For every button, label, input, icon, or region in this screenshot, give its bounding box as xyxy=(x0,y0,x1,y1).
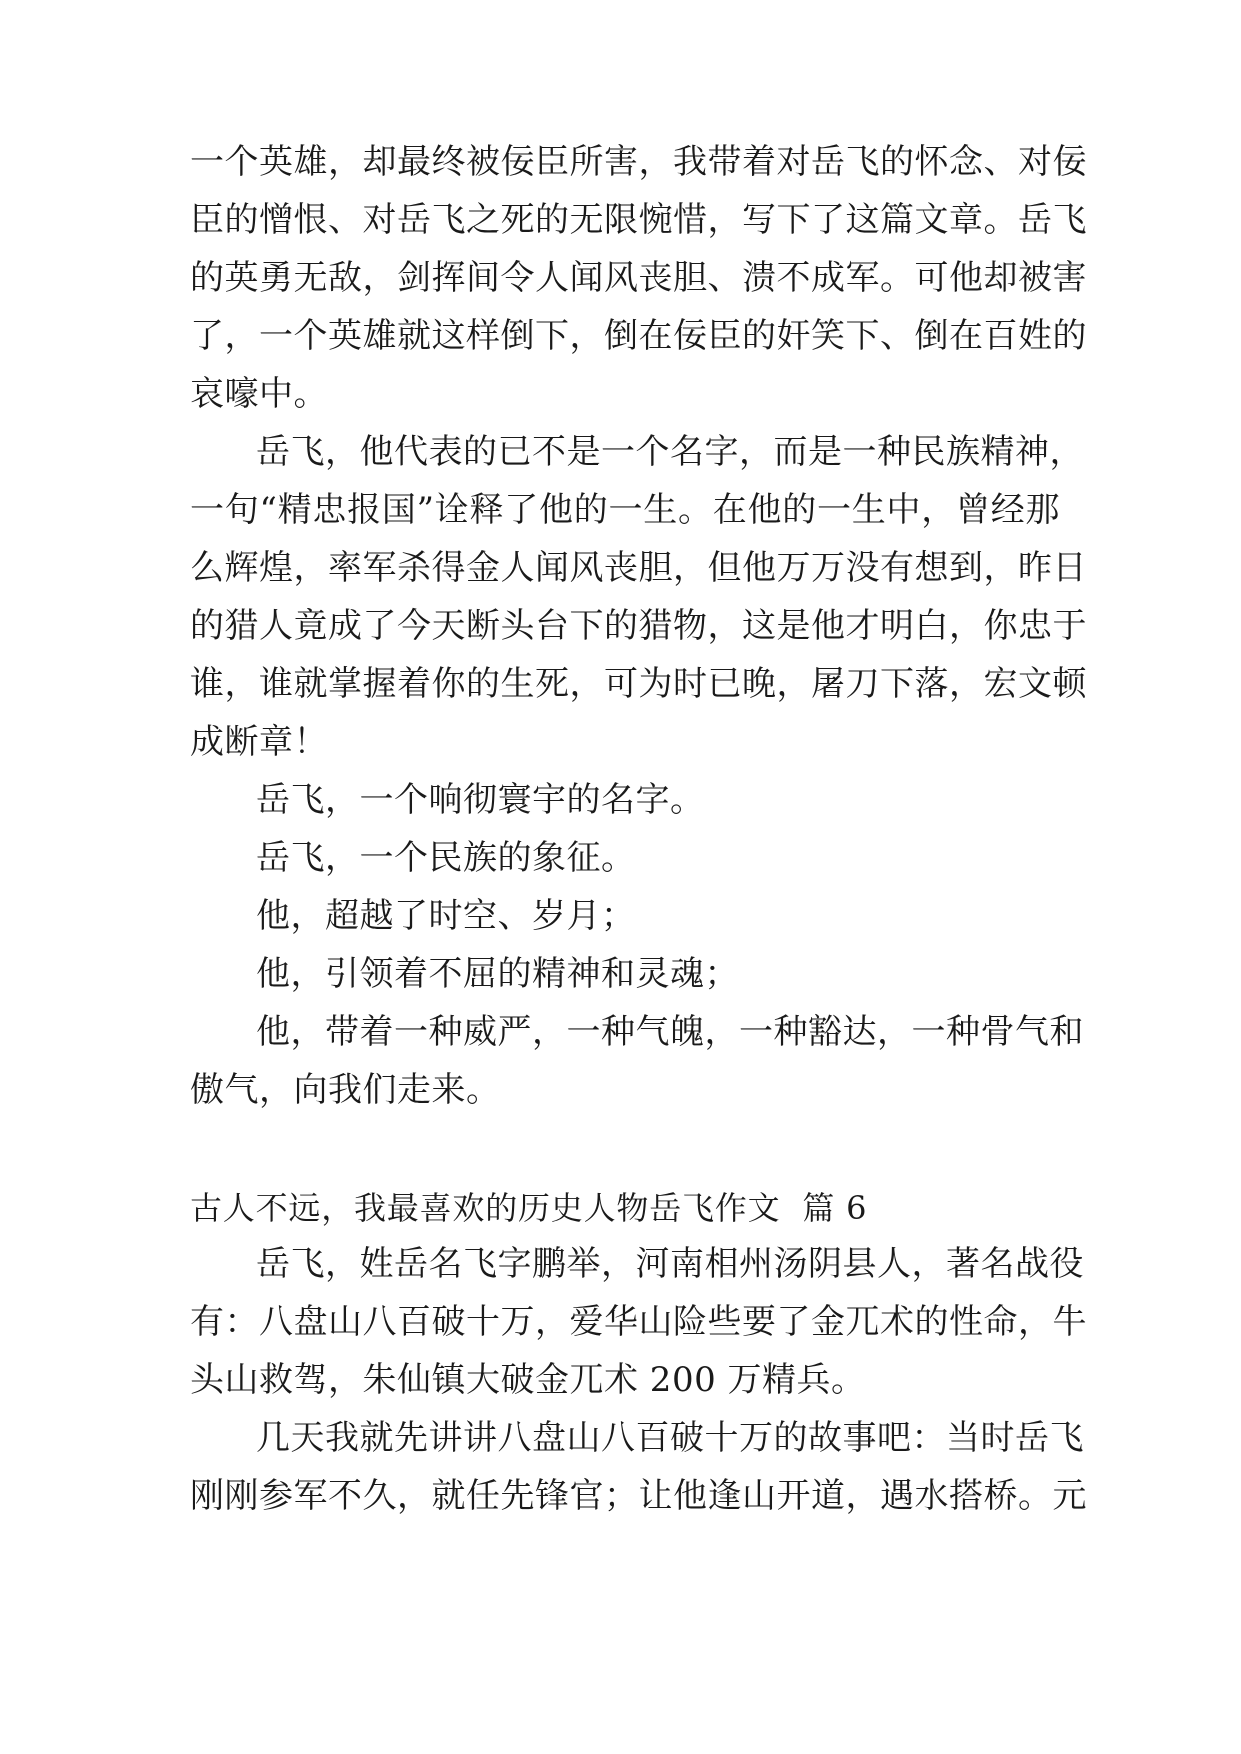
text-line: 一个英雄，却最终被佞臣所害，我带着对岳飞的怀念、对佞 xyxy=(190,142,1087,182)
text-line: 的猎人竟成了今天断头台下的猎物，这是他才明白，你忠于 xyxy=(190,606,1087,646)
text-line: 他，引领着不屈的精神和灵魂； xyxy=(256,954,739,994)
text-line: 么辉煌，率军杀得金人闻风丧胆，但他万万没有想到，昨日 xyxy=(190,548,1087,588)
text-line: 傲气，向我们走来。 xyxy=(190,1070,501,1110)
text-line: 一句“精忠报国”诠释了他的一生。在他的一生中，曾经那 xyxy=(190,490,1060,530)
text-line: 刚刚参军不久，就任先锋官；让他逢山开道，遇水搭桥。元 xyxy=(190,1476,1087,1516)
text-line: 岳飞，他代表的已不是一个名字，而是一种民族精神， xyxy=(256,432,1084,472)
text-line: 几天我就先讲讲八盘山八百破十万的故事吧：当时岳飞 xyxy=(256,1418,1084,1458)
text-line: 臣的憎恨、对岳飞之死的无限惋惜，写下了这篇文章。岳飞 xyxy=(190,200,1087,240)
text-line: 他，带着一种威严，一种气魄，一种豁达，一种骨气和 xyxy=(256,1012,1084,1052)
text-line: 哀嚎中。 xyxy=(190,374,328,414)
text-line: 岳飞，姓岳名飞字鹏举，河南相州汤阴县人，著名战役 xyxy=(256,1244,1084,1284)
text-line: 谁，谁就掌握着你的生死，可为时已晚，屠刀下落，宏文顿 xyxy=(190,664,1087,704)
text-line: 头山救驾，朱仙镇大破金兀术 200 万精兵。 xyxy=(190,1360,866,1400)
text-line: 岳飞，一个响彻寰宇的名字。 xyxy=(256,780,705,820)
text-line: 岳飞，一个民族的象征。 xyxy=(256,838,636,878)
text-line: 他，超越了时空、岁月； xyxy=(256,896,636,936)
text-line: 成断章！ xyxy=(190,722,328,762)
text-line: 的英勇无敌，剑挥间令人闻风丧胆、溃不成军。可他却被害 xyxy=(190,258,1087,298)
text-line: 了，一个英雄就这样倒下，倒在佞臣的奸笑下、倒在百姓的 xyxy=(190,316,1087,356)
section-heading: 古人不远，我最喜欢的历史人物岳飞作文 篇 6 xyxy=(190,1189,868,1227)
text-line: 有：八盘山八百破十万，爱华山险些要了金兀术的性命，牛 xyxy=(190,1302,1087,1342)
